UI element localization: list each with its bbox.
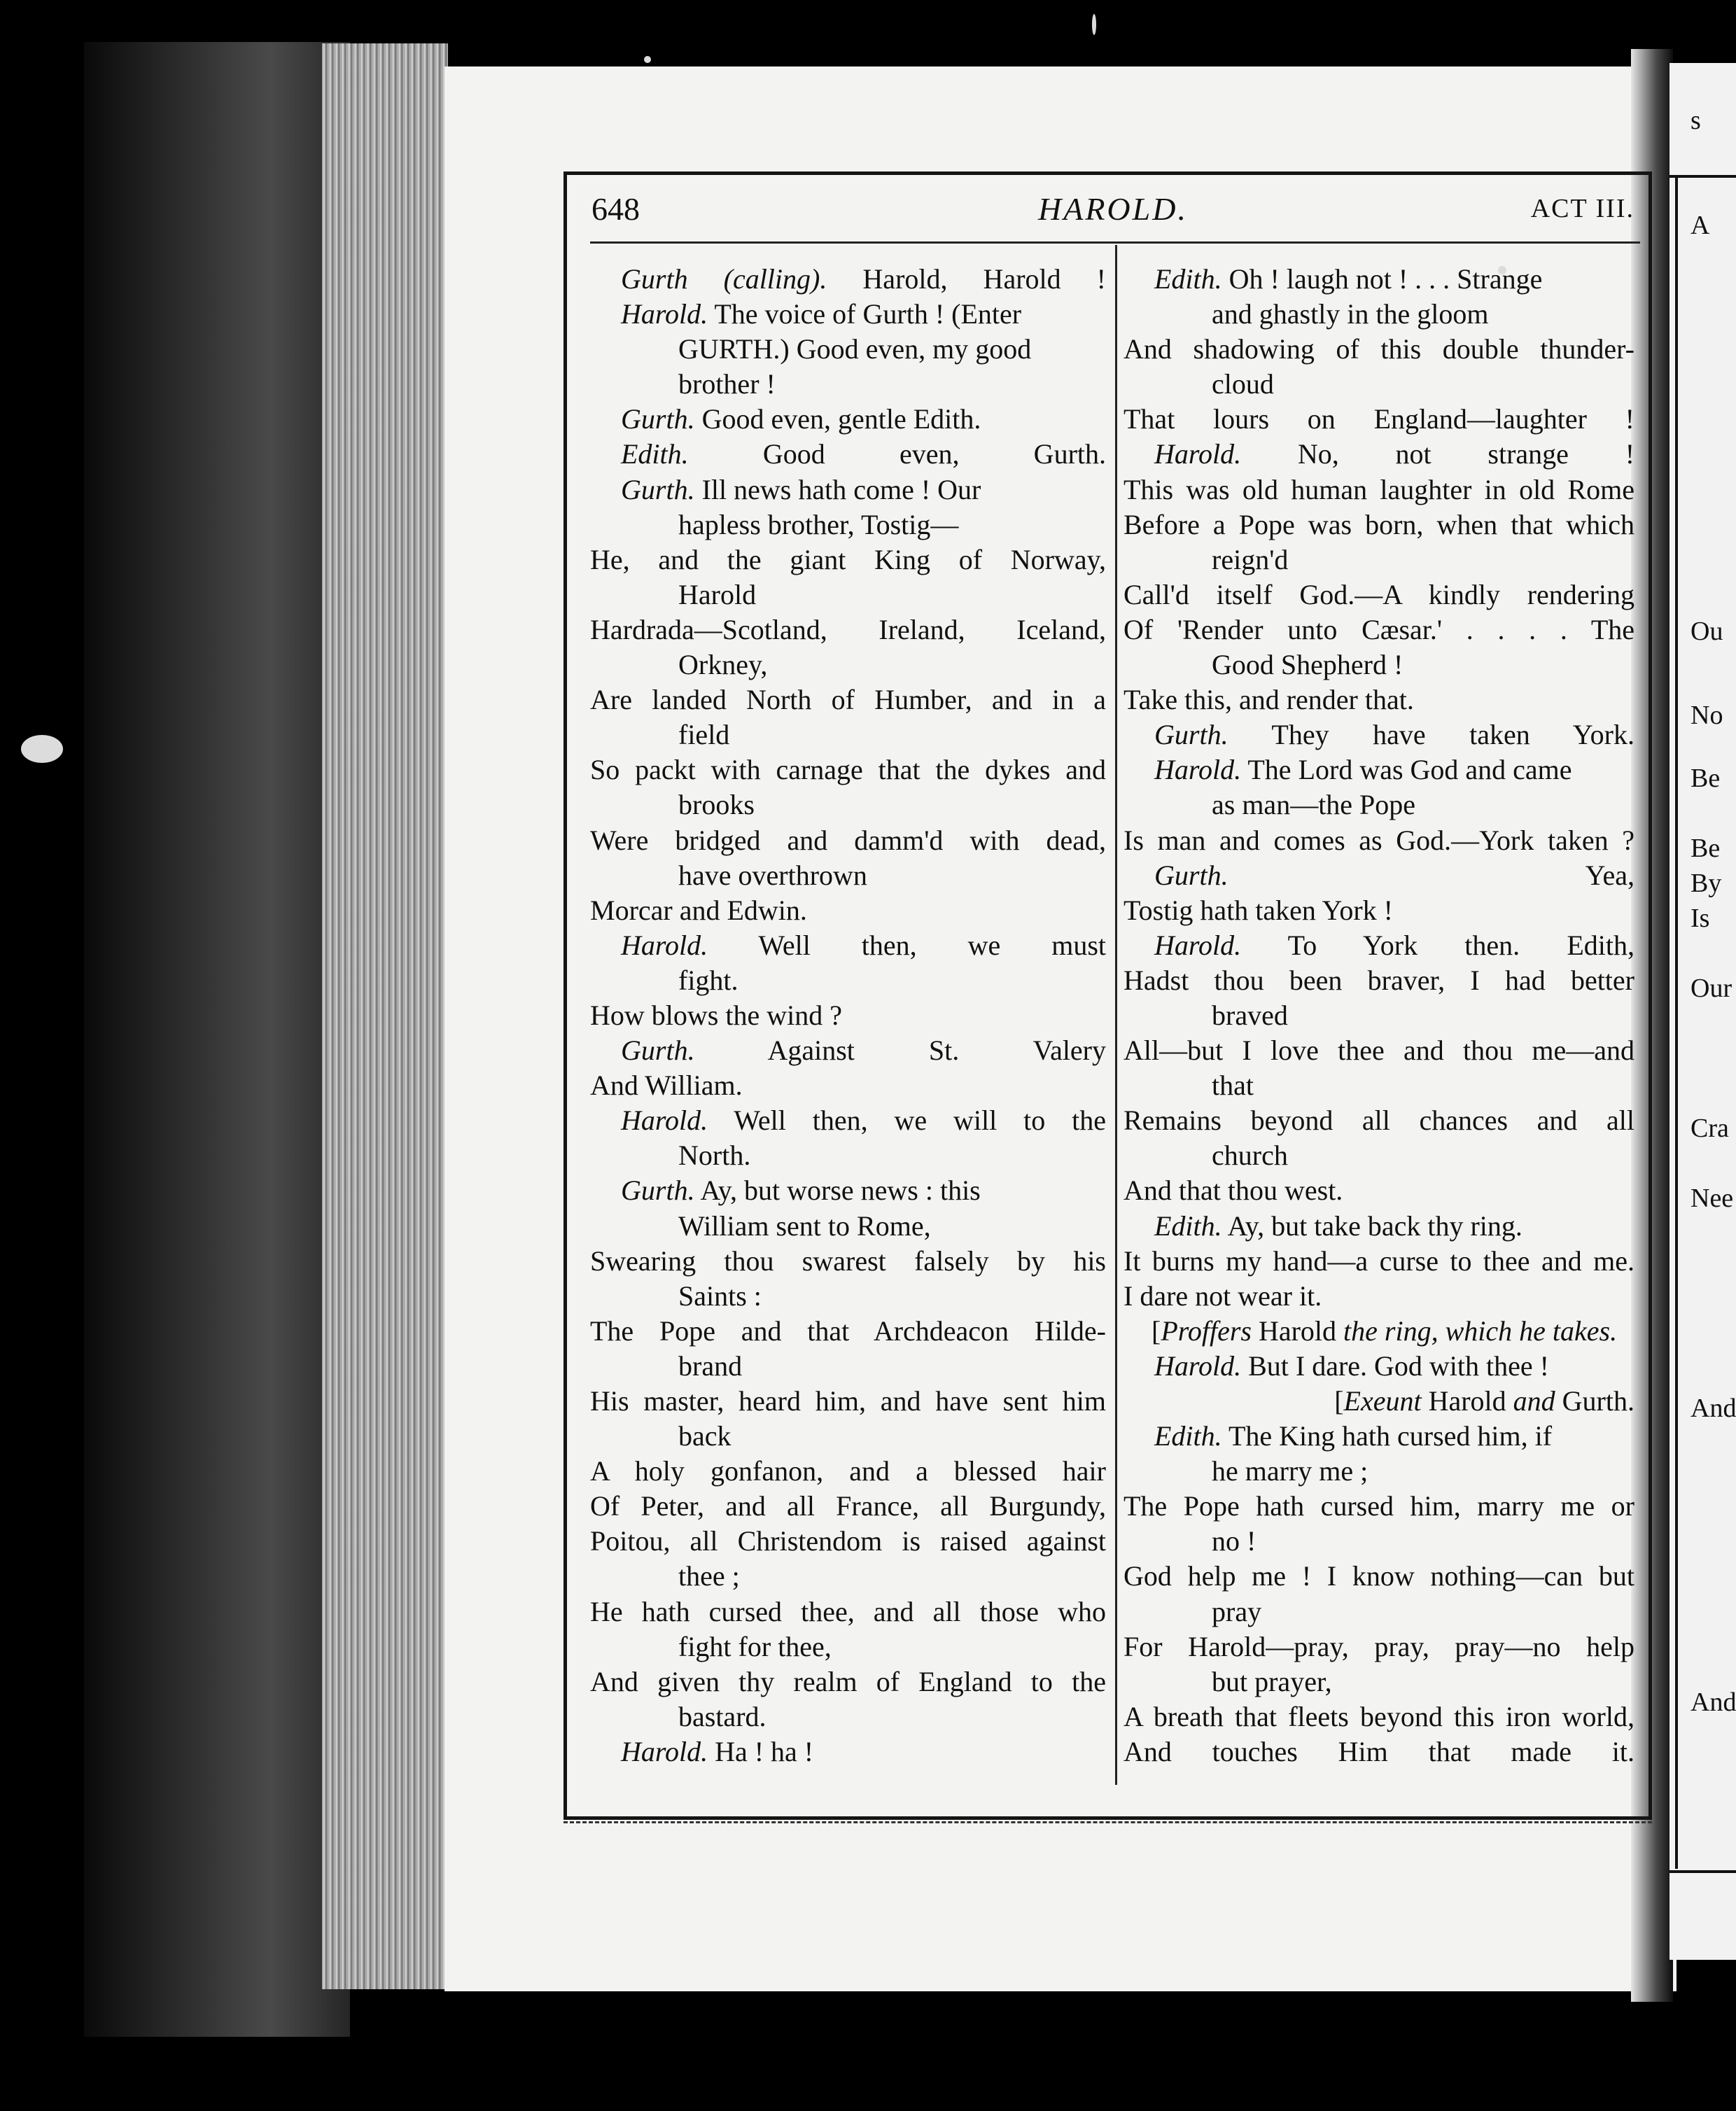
facing-page-fragment: By xyxy=(1690,869,1722,898)
page-number: 648 xyxy=(592,191,640,227)
speaker-name: Harold. xyxy=(621,1735,708,1767)
speaker-name: Gurth. xyxy=(621,473,695,505)
text-line xyxy=(1124,1384,1634,1419)
line-text: cloud xyxy=(1212,368,1274,400)
text-line xyxy=(590,963,1106,998)
text-line xyxy=(590,787,1106,822)
text-line xyxy=(590,1664,1106,1699)
text-line xyxy=(590,1594,1106,1629)
text-line xyxy=(590,402,1106,437)
text-line xyxy=(590,577,1106,612)
left-text-column xyxy=(590,262,1106,1769)
line-text: but prayer, xyxy=(1212,1665,1332,1697)
speaker-name: Gurth. xyxy=(621,1035,695,1067)
line-text: Poitou, all Christendom is raised against xyxy=(590,1525,1106,1557)
line-text: GURTH.) Good even, my good xyxy=(678,333,1032,365)
facing-page-fragment: Our xyxy=(1690,974,1732,1003)
text-line xyxy=(590,1699,1106,1734)
text-line xyxy=(1124,1279,1634,1314)
stage-direction: [ xyxy=(1334,1385,1344,1417)
text-line xyxy=(590,542,1106,577)
speaker-name: Gurth. xyxy=(1154,859,1228,891)
text-line xyxy=(590,823,1106,858)
line-text: Before a Pope was born, when that which xyxy=(1124,508,1634,540)
facing-page-fragment: No xyxy=(1690,701,1723,730)
speaker-name: Gurth (calling). xyxy=(621,263,827,295)
text-line xyxy=(590,332,1106,367)
running-header xyxy=(592,190,1634,239)
line-text: The Pope and that Archdeacon Hilde- xyxy=(590,1314,1106,1347)
facing-page-fragment: Be xyxy=(1690,764,1721,793)
line-text: Harold, Harold ! xyxy=(862,263,1106,295)
text-line xyxy=(1124,1349,1634,1384)
line-text: A holy gonfanon, and a blessed hair xyxy=(590,1455,1106,1487)
line-text: church xyxy=(1212,1139,1288,1172)
line-text: And given thy realm of England to the xyxy=(590,1665,1106,1697)
line-text: To York then. Edith, xyxy=(1287,929,1634,961)
right-text-column xyxy=(1124,262,1634,1769)
line-text: Against St. Valery xyxy=(767,1035,1106,1067)
text-line xyxy=(1124,542,1634,577)
text-line xyxy=(590,647,1106,682)
line-text: So packt with carnage that the dykes and xyxy=(590,754,1106,786)
line-text: no ! xyxy=(1212,1525,1256,1557)
facing-page-fragment: Nee xyxy=(1690,1184,1734,1213)
text-line xyxy=(590,262,1106,297)
speaker-name: Harold. xyxy=(1154,1349,1242,1382)
act-label: ACT III. xyxy=(1530,194,1634,223)
line-text: Call'd itself God.—A kindly rendering xyxy=(1124,578,1634,610)
line-text: back xyxy=(678,1420,732,1452)
line-text: The King hath cursed him, if xyxy=(1228,1420,1553,1452)
speaker-name: Gurth. xyxy=(621,403,695,435)
text-line xyxy=(590,1279,1106,1314)
text-line xyxy=(1124,998,1634,1033)
line-text: Were bridged and damm'd with dead, xyxy=(590,824,1106,856)
text-line xyxy=(1124,1559,1634,1594)
text-line xyxy=(1124,1594,1634,1629)
text-line xyxy=(1124,1524,1634,1559)
line-text: But I dare. God with thee ! xyxy=(1248,1349,1549,1382)
line-text: For Harold—pray, pray, pray—no help xyxy=(1124,1630,1634,1662)
line-text: They have taken York. xyxy=(1271,719,1634,751)
text-line xyxy=(590,1103,1106,1138)
line-text: I dare not wear it. xyxy=(1124,1279,1322,1312)
line-text: reign'd xyxy=(1212,543,1289,575)
line-text: No, not strange ! xyxy=(1297,438,1634,470)
text-line xyxy=(590,1559,1106,1594)
line-text: And William. xyxy=(590,1069,743,1102)
line-text: This was old human laughter in old Rome xyxy=(1124,473,1634,505)
text-line xyxy=(1124,1173,1634,1208)
line-text: Good Shepherd ! xyxy=(1212,649,1404,681)
text-line xyxy=(590,717,1106,752)
line-text: Ill news hath come ! Our xyxy=(701,473,981,505)
text-line xyxy=(590,1314,1106,1349)
line-text: Good even, gentle Edith. xyxy=(701,403,981,435)
speaker-name: Gurth. xyxy=(621,1174,695,1207)
text-line xyxy=(1124,437,1634,472)
facing-page-fragment: A xyxy=(1690,211,1710,240)
line-text: All—but I love thee and thou me—and xyxy=(1124,1035,1634,1067)
line-text: It burns my hand—a curse to thee and me. xyxy=(1124,1244,1634,1277)
line-text: Are landed North of Humber, and in a xyxy=(590,684,1106,716)
text-line xyxy=(590,1489,1106,1524)
stage-direction: the ring, which he takes. xyxy=(1343,1314,1618,1347)
line-text: Of 'Render unto Cæsar.' . . . . The xyxy=(1124,613,1634,645)
text-line xyxy=(1124,893,1634,928)
line-text: William sent to Rome, xyxy=(678,1209,931,1242)
text-line xyxy=(1124,262,1634,297)
line-text: Swearing thou swarest falsely by his xyxy=(590,1244,1106,1277)
text-line xyxy=(1124,823,1634,858)
stage-direction: and xyxy=(1513,1385,1555,1417)
line-text: Yea, xyxy=(1585,859,1634,891)
line-text: brand xyxy=(678,1349,743,1382)
facing-page-fragment: Be xyxy=(1690,834,1721,863)
line-text: The Pope hath cursed him, marry me or xyxy=(1124,1490,1634,1522)
text-line xyxy=(1124,963,1634,998)
text-line xyxy=(590,682,1106,717)
text-line xyxy=(1124,472,1634,507)
line-text: thee ; xyxy=(678,1560,740,1592)
text-line xyxy=(1124,577,1634,612)
line-text: hapless brother, Tostig— xyxy=(678,508,959,540)
facing-page-fragment: Cra xyxy=(1690,1114,1729,1143)
line-text: The voice of Gurth ! (Enter xyxy=(714,298,1022,330)
speaker-name: Edith. xyxy=(621,438,689,470)
line-text: God help me ! I know nothing—can but xyxy=(1124,1560,1634,1592)
text-line xyxy=(590,1419,1106,1454)
book-spine xyxy=(84,42,350,2037)
text-line xyxy=(1124,1664,1634,1699)
line-text: And touches Him that made it. xyxy=(1124,1735,1634,1767)
text-line xyxy=(590,437,1106,472)
text-line xyxy=(1124,1454,1634,1489)
speaker-name: Harold. xyxy=(621,929,708,961)
running-title: HAROLD. xyxy=(1038,191,1188,227)
facing-page-fragment: Ou xyxy=(1690,617,1723,646)
scan-speck xyxy=(644,56,651,63)
line-text: And shadowing of this double thunder- xyxy=(1124,333,1634,365)
facing-page-fragment: And xyxy=(1690,1688,1736,1717)
text-line xyxy=(590,472,1106,507)
text-line xyxy=(590,612,1106,647)
line-text: pray xyxy=(1212,1595,1262,1627)
speaker-name: Harold. xyxy=(1154,929,1242,961)
line-text: Remains beyond all chances and all xyxy=(1124,1104,1634,1137)
line-text: fight. xyxy=(678,964,738,996)
line-text: North. xyxy=(678,1139,751,1172)
line-text: Of Peter, and all France, all Burgundy, xyxy=(590,1490,1106,1522)
line-text: braved xyxy=(1212,999,1288,1031)
text-line xyxy=(590,1454,1106,1489)
facing-page-fragment: And xyxy=(1690,1394,1736,1423)
text-line xyxy=(1124,787,1634,822)
speaker-name: Harold. xyxy=(1154,754,1242,786)
stage-bracket: [ xyxy=(1152,1314,1161,1347)
text-line xyxy=(1124,1699,1634,1734)
facing-page-fragment: s xyxy=(1690,106,1701,135)
text-line xyxy=(590,367,1106,402)
text-line xyxy=(1124,1419,1634,1454)
speaker-name: Harold. xyxy=(621,1104,708,1137)
line-text: bastard. xyxy=(678,1700,766,1732)
line-text: And that thou west. xyxy=(1124,1174,1343,1207)
text-line xyxy=(590,507,1106,542)
line-text: He hath cursed thee, and all those who xyxy=(590,1595,1106,1627)
line-text: Saints : xyxy=(678,1279,762,1312)
line-text: have overthrown xyxy=(678,859,867,891)
page-edges xyxy=(322,43,448,1989)
text-line xyxy=(1124,752,1634,787)
text-line xyxy=(1124,612,1634,647)
text-line xyxy=(590,1209,1106,1244)
text-line xyxy=(590,1244,1106,1279)
text-line xyxy=(1124,1734,1634,1769)
line-text: and ghastly in the gloom xyxy=(1212,298,1489,330)
text-line xyxy=(1124,1209,1634,1244)
text-line xyxy=(1124,1244,1634,1279)
line-text: Orkney, xyxy=(678,649,768,681)
line-text: as man—the Pope xyxy=(1212,789,1416,821)
line-text: His master, heard him, and have sent him xyxy=(590,1385,1106,1417)
text-line xyxy=(1124,717,1634,752)
facing-page-rule xyxy=(1670,175,1736,178)
stage-direction: Harold xyxy=(1251,1314,1344,1347)
header-rule xyxy=(590,241,1640,244)
line-text: Hardrada—Scotland, Ireland, Iceland, xyxy=(590,613,1106,645)
facing-page-fragment: Is xyxy=(1690,904,1710,933)
speaker-name: Harold. xyxy=(621,298,708,330)
facing-page-rule-bottom xyxy=(1670,1870,1736,1873)
speaker-name: Gurth. xyxy=(1154,719,1228,751)
facing-page-edge xyxy=(1670,63,1736,1960)
line-text: A breath that fleets beyond this iron world, xyxy=(1124,1700,1634,1732)
speaker-name: Edith. xyxy=(1154,1209,1222,1242)
text-line xyxy=(590,1629,1106,1664)
column-divider xyxy=(1115,245,1117,1785)
text-line xyxy=(1124,1138,1634,1173)
speaker-name: Harold. xyxy=(1154,438,1242,470)
text-line xyxy=(590,858,1106,893)
text-line xyxy=(590,297,1106,332)
facing-page-frame xyxy=(1675,175,1678,1869)
line-text: brother ! xyxy=(678,368,776,400)
line-text: The Lord was God and came xyxy=(1247,754,1572,786)
text-line xyxy=(590,928,1106,963)
stage-direction: Harold xyxy=(1421,1385,1513,1417)
text-line xyxy=(590,1068,1106,1103)
line-text: Oh ! laugh not ! . . . Strange xyxy=(1228,263,1543,295)
text-line xyxy=(1124,297,1634,332)
line-text: Is man and comes as God.—York taken ? xyxy=(1124,824,1634,856)
text-line xyxy=(1124,1068,1634,1103)
scan-speck xyxy=(21,735,63,763)
line-text: Take this, and render that. xyxy=(1124,684,1414,716)
stage-direction: Gurth. xyxy=(1555,1385,1634,1417)
text-line xyxy=(590,1524,1106,1559)
line-text: How blows the wind ? xyxy=(590,999,842,1031)
frame-bottom-rule xyxy=(564,1818,1652,1823)
line-text: brooks xyxy=(678,789,755,821)
text-line xyxy=(1124,507,1634,542)
line-text: Well then, we must xyxy=(758,929,1106,961)
text-line xyxy=(590,1173,1106,1208)
scan-speck xyxy=(1092,14,1096,35)
line-text: Well then, we will to the xyxy=(734,1104,1106,1137)
text-line xyxy=(1124,1033,1634,1068)
text-line xyxy=(590,1138,1106,1173)
line-text: he marry me ; xyxy=(1212,1455,1368,1487)
text-line xyxy=(1124,332,1634,367)
text-line xyxy=(1124,367,1634,402)
line-text: Harold xyxy=(678,578,757,610)
text-line xyxy=(1124,647,1634,682)
line-text: Hadst thou been braver, I had better xyxy=(1124,964,1634,996)
text-line xyxy=(1124,1489,1634,1524)
speaker-name: Edith. xyxy=(1154,1420,1222,1452)
text-line xyxy=(1124,1629,1634,1664)
text-line xyxy=(1124,402,1634,437)
text-line xyxy=(1124,1314,1634,1349)
text-line xyxy=(1124,928,1634,963)
line-text: Morcar and Edwin. xyxy=(590,894,807,926)
line-text: Ha ! ha ! xyxy=(715,1735,814,1767)
line-text: Tostig hath taken York ! xyxy=(1124,894,1393,926)
text-line xyxy=(590,1033,1106,1068)
text-line xyxy=(1124,858,1634,893)
text-line xyxy=(590,998,1106,1033)
text-line xyxy=(590,1349,1106,1384)
line-text: Ay, but take back thy ring. xyxy=(1227,1209,1522,1242)
speaker-name: Edith. xyxy=(1154,263,1222,295)
stage-direction: Exeunt xyxy=(1343,1385,1422,1417)
line-text: He, and the giant King of Norway, xyxy=(590,543,1106,575)
text-line xyxy=(590,1734,1106,1769)
line-text: Ay, but worse news : this xyxy=(700,1174,981,1207)
text-line xyxy=(1124,1103,1634,1138)
line-text: field xyxy=(678,719,730,751)
stage-direction: Proffers xyxy=(1161,1314,1252,1347)
line-text: that xyxy=(1212,1069,1254,1102)
text-line xyxy=(1124,682,1634,717)
text-line xyxy=(590,893,1106,928)
line-text: fight for thee, xyxy=(678,1630,832,1662)
line-text: Good even, Gurth. xyxy=(762,438,1106,470)
line-text: That lours on England—laughter ! xyxy=(1124,403,1634,435)
text-line xyxy=(590,752,1106,787)
text-line xyxy=(590,1384,1106,1419)
